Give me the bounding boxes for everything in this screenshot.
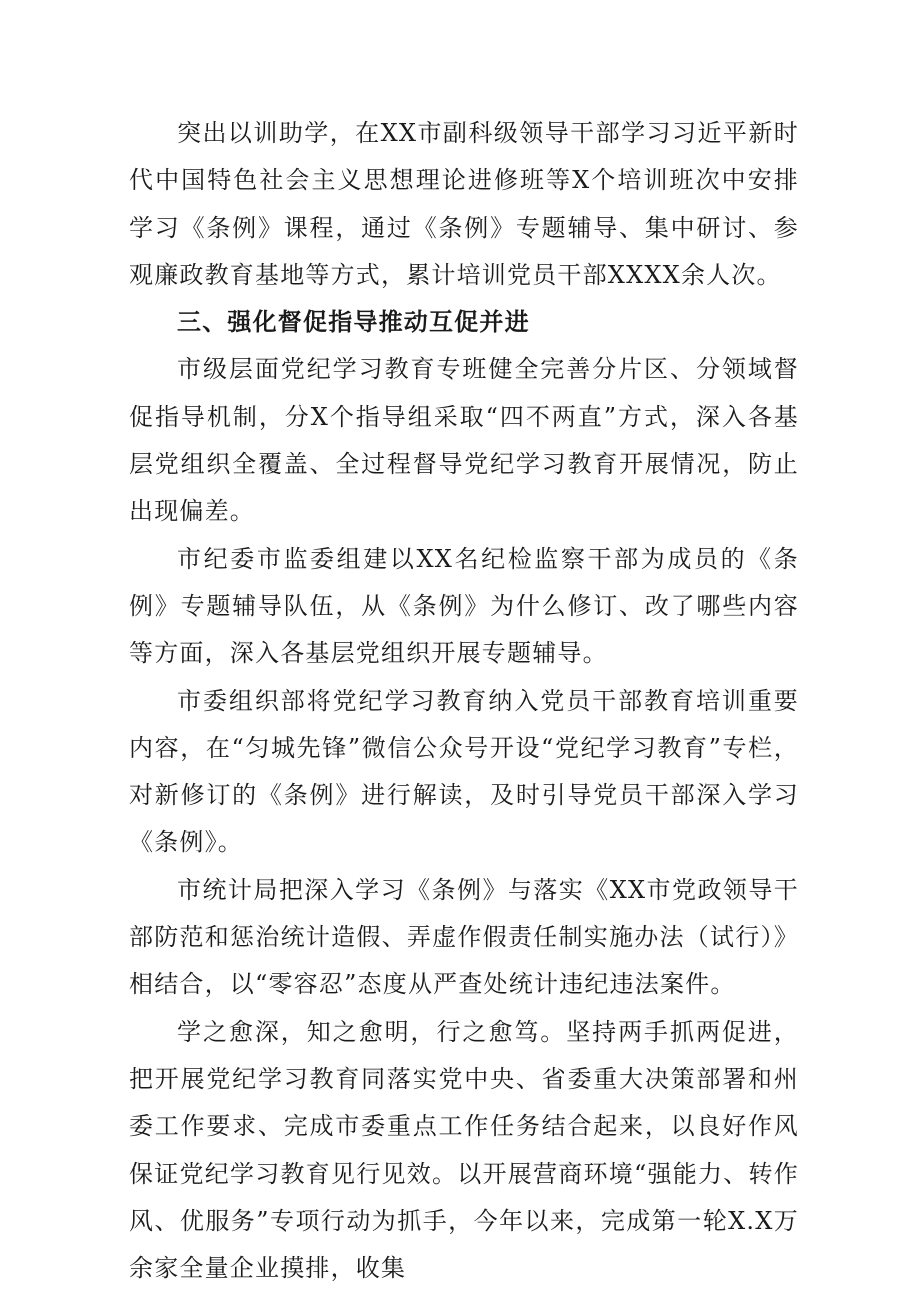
document-body — [129, 110, 799, 1292]
paragraph-supervision: 市级层面党纪学习教育专班健全完善分片区、分领域督促指导机制，分X个指导组采取“四不两直”方式，深入各基层党组织全覆盖、全过程督导党纪学习教育开展情况，防止出现偏差。 — [129, 355, 799, 526]
paragraph-organization-dept: 市委组织部将党纪学习教育纳入党员干部教育培训重要内容，在“匀城先锋”微信公众号开设“党纪学习教育”专栏，对新修订的《条例》进行解读，及时引导党员干部深入学习《条例》。 — [129, 686, 799, 857]
section-heading-3: 三、强化督促指导推动互促并进 — [177, 308, 530, 337]
paragraph-statistics-bureau: 市统计局把深入学习《条例》与落实《XX市党政领导干部防范和惩治统计造假、弄虚作假责任制实施办法（试行）》相结合，以“零容忍”态度从严查处统计违纪违法案件。 — [129, 875, 799, 999]
paragraph-work-promotion: 学之愈深，知之愈明，行之愈笃。坚持两手抓两促进，把开展党纪学习教育同落实党中央、省委重大决策部署和州委工作要求、完成市委重点工作任务结合起来，以良好作风保证党纪学习教育见行见效。以开展营商环境“强能力、转作风、优服务”专项行动为抓手，今年以来，完成第一轮X.X万余家全量企业摸排，收集 — [129, 1017, 799, 1283]
paragraph-training: 突出以训助学，在XX市副科级领导干部学习习近平新时代中国特色社会主义思想理论进修班等X个培训班次中安排学习《条例》课程，通过《条例》专题辅导、集中研讨、参观廉政教育基地等方式，累计培训党员干部XXXX余人次。 — [129, 119, 799, 289]
paragraph-discipline-commission: 市纪委市监委组建以XX名纪检监察干部为成员的《条例》专题辅导队伍，从《条例》为什么修订、改了哪些内容等方面，深入各基层党组织开展专题辅导。 — [129, 544, 799, 668]
